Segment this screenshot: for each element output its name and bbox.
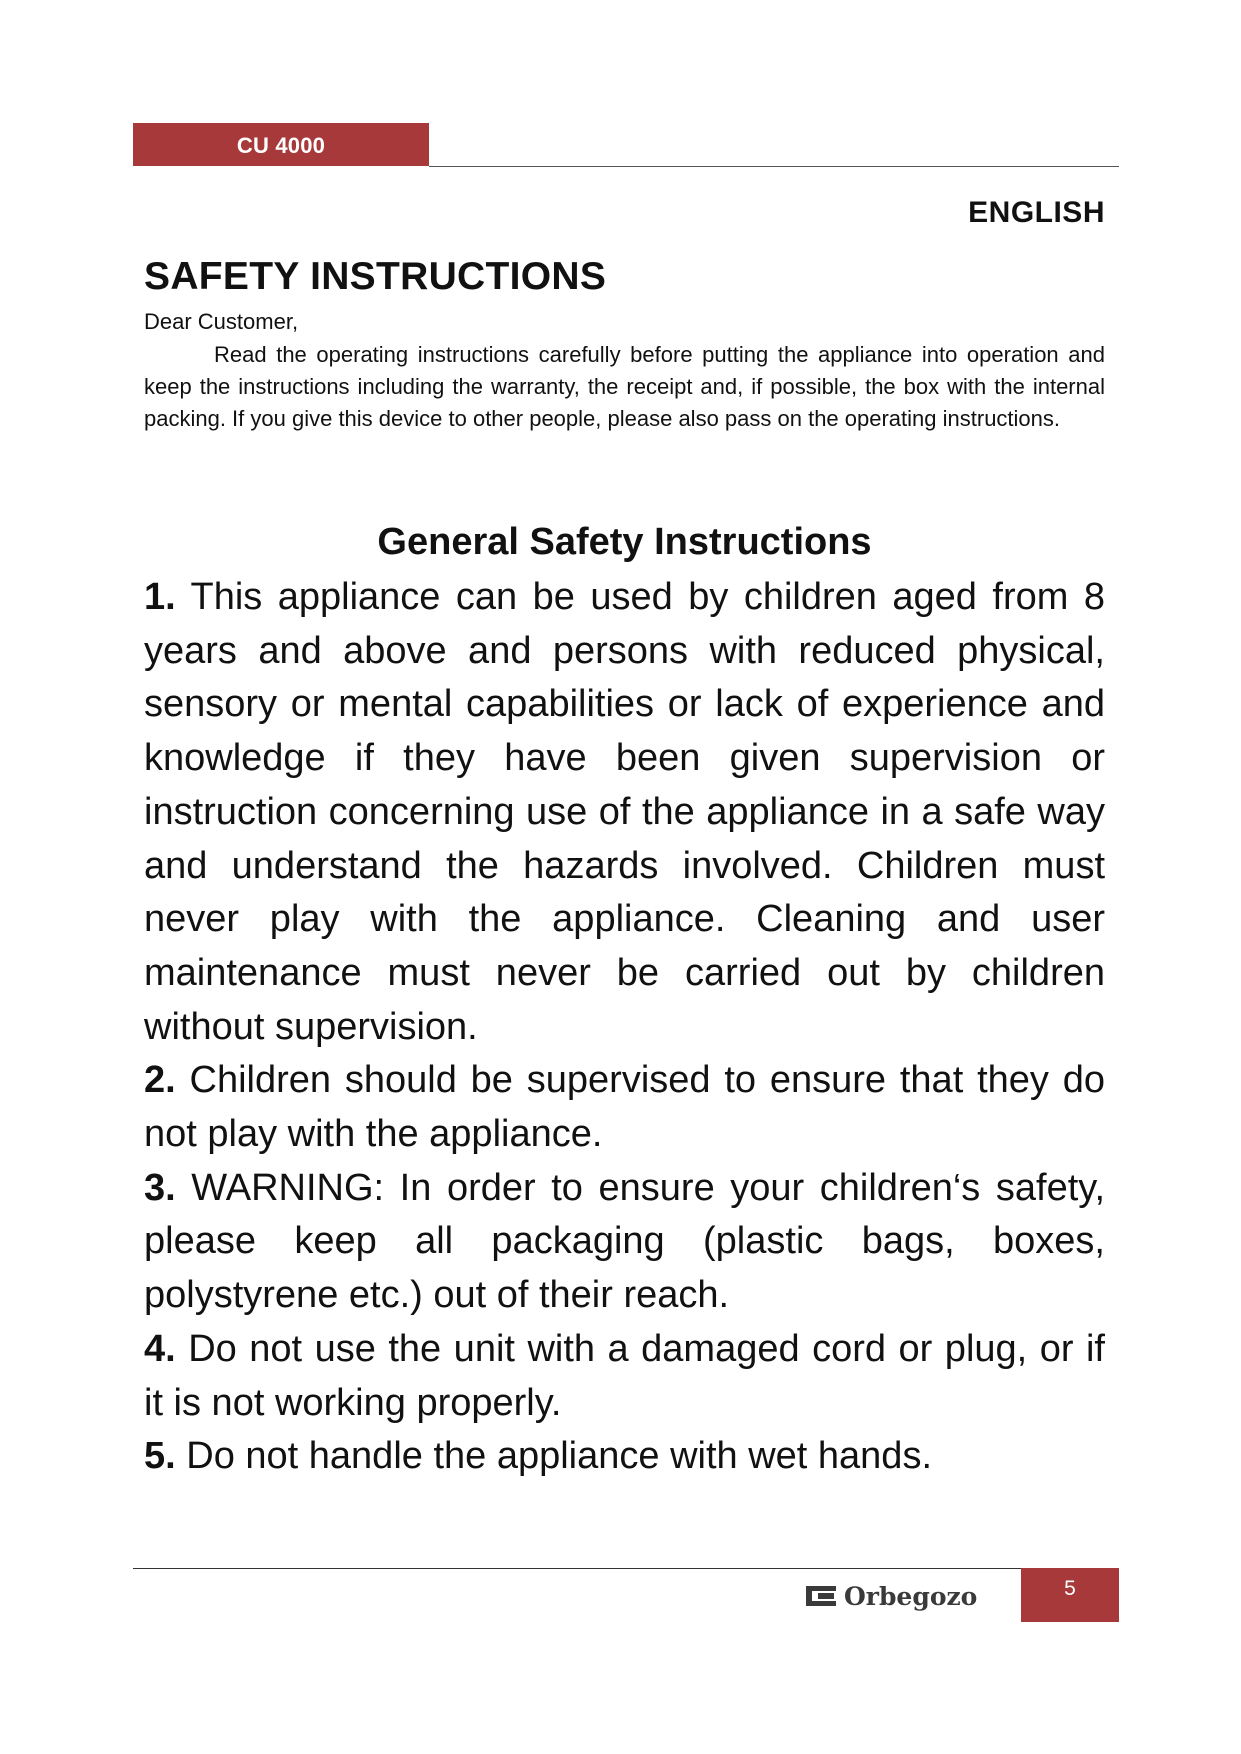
instruction-text: This appliance can be used by children aged from 8 years and above and persons with reduced physical, sensory or mental capabilities or lack of experience and knowledge if they have been given supervision or instruction concerning use of the appliance in a safe way and understand the hazards involved. Children must never play with the appliance. Cleaning and user maintenance must never be carried out by children without supervision. xyxy=(144,576,1106,1048)
model-tab xyxy=(133,123,429,166)
instruction-number: 1. xyxy=(144,576,176,618)
header-divider xyxy=(429,166,1119,167)
page-title: SAFETY INSTRUCTIONS xyxy=(144,255,607,298)
instruction-item xyxy=(144,571,1105,1054)
instruction-item xyxy=(144,1430,1105,1484)
brand-logo xyxy=(806,1576,1016,1616)
intro-paragraph: Read the operating instructions carefully before putting the appliance into operation and keep the instructions including the warranty, the receipt and, if possible, the box with the internal packing. If you give this device to other people, please also pass on the operating instructions. xyxy=(144,342,1105,431)
page-number-label: 5 xyxy=(1064,1577,1076,1600)
model-label: CU 4000 xyxy=(236,133,326,158)
instruction-number: 5. xyxy=(144,1435,176,1478)
instruction-item xyxy=(144,1162,1105,1323)
footer-divider xyxy=(133,1568,1119,1569)
instruction-text: Do not use the unit with a damaged cord or plug, or if it is not working properly. xyxy=(144,1327,1105,1424)
instruction-list xyxy=(144,571,1105,1484)
page-number xyxy=(1021,1568,1119,1622)
instruction-text: Children should be supervised to ensure that they do not play with the appliance. xyxy=(144,1059,1105,1156)
language-label: ENGLISH xyxy=(968,196,1105,229)
instruction-item xyxy=(144,1323,1105,1430)
instruction-item xyxy=(144,1054,1105,1161)
brand-name: Orbegozo xyxy=(844,1582,978,1611)
greeting: Dear Customer, xyxy=(144,309,299,334)
instruction-text: Do not handle the appliance with wet hands. xyxy=(186,1435,932,1478)
section-title: General Safety Instructions xyxy=(377,521,872,563)
instruction-text: WARNING: In order to ensure your children‘s safety, please keep all packaging (plastic bags, boxes, polystyrene etc.) out of their reach. xyxy=(144,1166,1106,1317)
instruction-number: 4. xyxy=(144,1327,176,1370)
instruction-number: 3. xyxy=(144,1166,176,1209)
instruction-number: 2. xyxy=(144,1059,176,1102)
